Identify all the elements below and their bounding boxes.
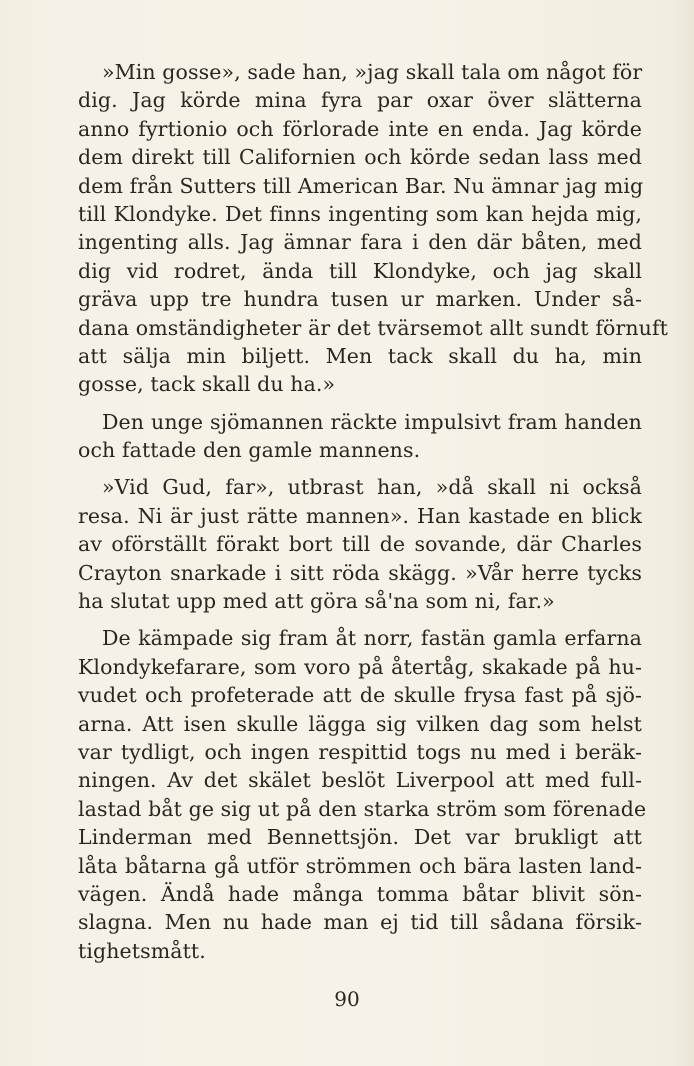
text-line: De kämpade sig fram åt norr, fastän gamla erfarna: [102, 626, 642, 651]
paragraph-gap: [78, 399, 642, 408]
text-line: och fattade den gamle mannens.: [78, 438, 421, 463]
text-line: ingenting alls. Jag ämnar fara i den där båten, med: [78, 230, 642, 255]
text-line: slagna. Men nu hade man ej tid till sådana försik-: [78, 910, 642, 935]
text-line: Klondykefarare, som voro på återtåg, skakade på hu-: [78, 654, 642, 679]
text-line: arna. Att isen skulle lägga sig vilken dag som helst: [78, 711, 642, 736]
text-line: tighetsmått.: [78, 938, 206, 963]
text-line: av oförställt förakt bort till de sovande, där Charles: [78, 532, 642, 557]
text-line: anno fyrtionio och förlorade inte en enda. Jag körde: [78, 116, 642, 141]
text-line: gosse, tack skall du ha.»: [78, 372, 336, 397]
page-number: 90: [334, 987, 360, 1011]
text-line: dem direkt till Californien och körde sedan lass med: [78, 145, 642, 170]
paragraph: [78, 624, 647, 965]
text-line: vudet och profeterade att de skulle frysa fast på sjö-: [78, 683, 642, 708]
text-line: Linderman med Bennettsjön. Det var brukligt att: [78, 825, 642, 850]
paragraph-gap: [78, 615, 642, 624]
text-line: Den unge sjömannen räckte impulsivt fram handen: [102, 409, 642, 434]
text-line: dana omständigheter är det tvärsemot allt sundt förnuft: [78, 315, 668, 340]
text-line: gräva upp tre hundra tusen ur marken. Under så-: [78, 287, 642, 312]
text-line: Crayton snarkade i sitt röda skägg. »Vår herre tycks: [78, 560, 642, 585]
paragraph: [78, 58, 668, 399]
text-line: ha slutat upp med att göra så'na som ni, far.»: [78, 589, 555, 614]
text-line: dig vid rodret, ända till Klondyke, och jag skall: [78, 258, 642, 283]
text-line: »Min gosse», sade han, »jag skall tala om något för: [102, 60, 643, 84]
text-line: ningen. Av det skälet beslöt Liverpool att med full-: [78, 768, 642, 793]
paragraph: [78, 473, 642, 615]
text-line: dem från Sutters till American Bar. Nu ämnar jag mig: [78, 173, 644, 198]
text-line: till Klondyke. Det finns ingenting som kan hejda mig,: [78, 201, 642, 226]
text-line: att sälja min biljett. Men tack skall du ha, min: [78, 343, 642, 368]
text-line: vägen. Ändå hade många tomma båtar blivit sön-: [78, 881, 642, 906]
paragraph: [78, 408, 642, 465]
text-line: »Vid Gud, far», utbrast han, »då skall ni också: [102, 475, 642, 500]
text-line: resa. Ni är just rätte mannen». Han kastade en blick: [78, 503, 642, 528]
text-line: dig. Jag körde mina fyra par oxar över slätterna: [78, 88, 642, 113]
paragraph-gap: [78, 464, 642, 473]
text-line: lastad båt ge sig ut på den starka ström som förenade: [78, 796, 647, 821]
text-line: var tydligt, och ingen respittid togs nu med i beräk-: [78, 739, 642, 764]
text-line: låta båtarna gå utför strömmen och bära lasten land-: [78, 853, 642, 878]
body-text: [78, 58, 668, 965]
